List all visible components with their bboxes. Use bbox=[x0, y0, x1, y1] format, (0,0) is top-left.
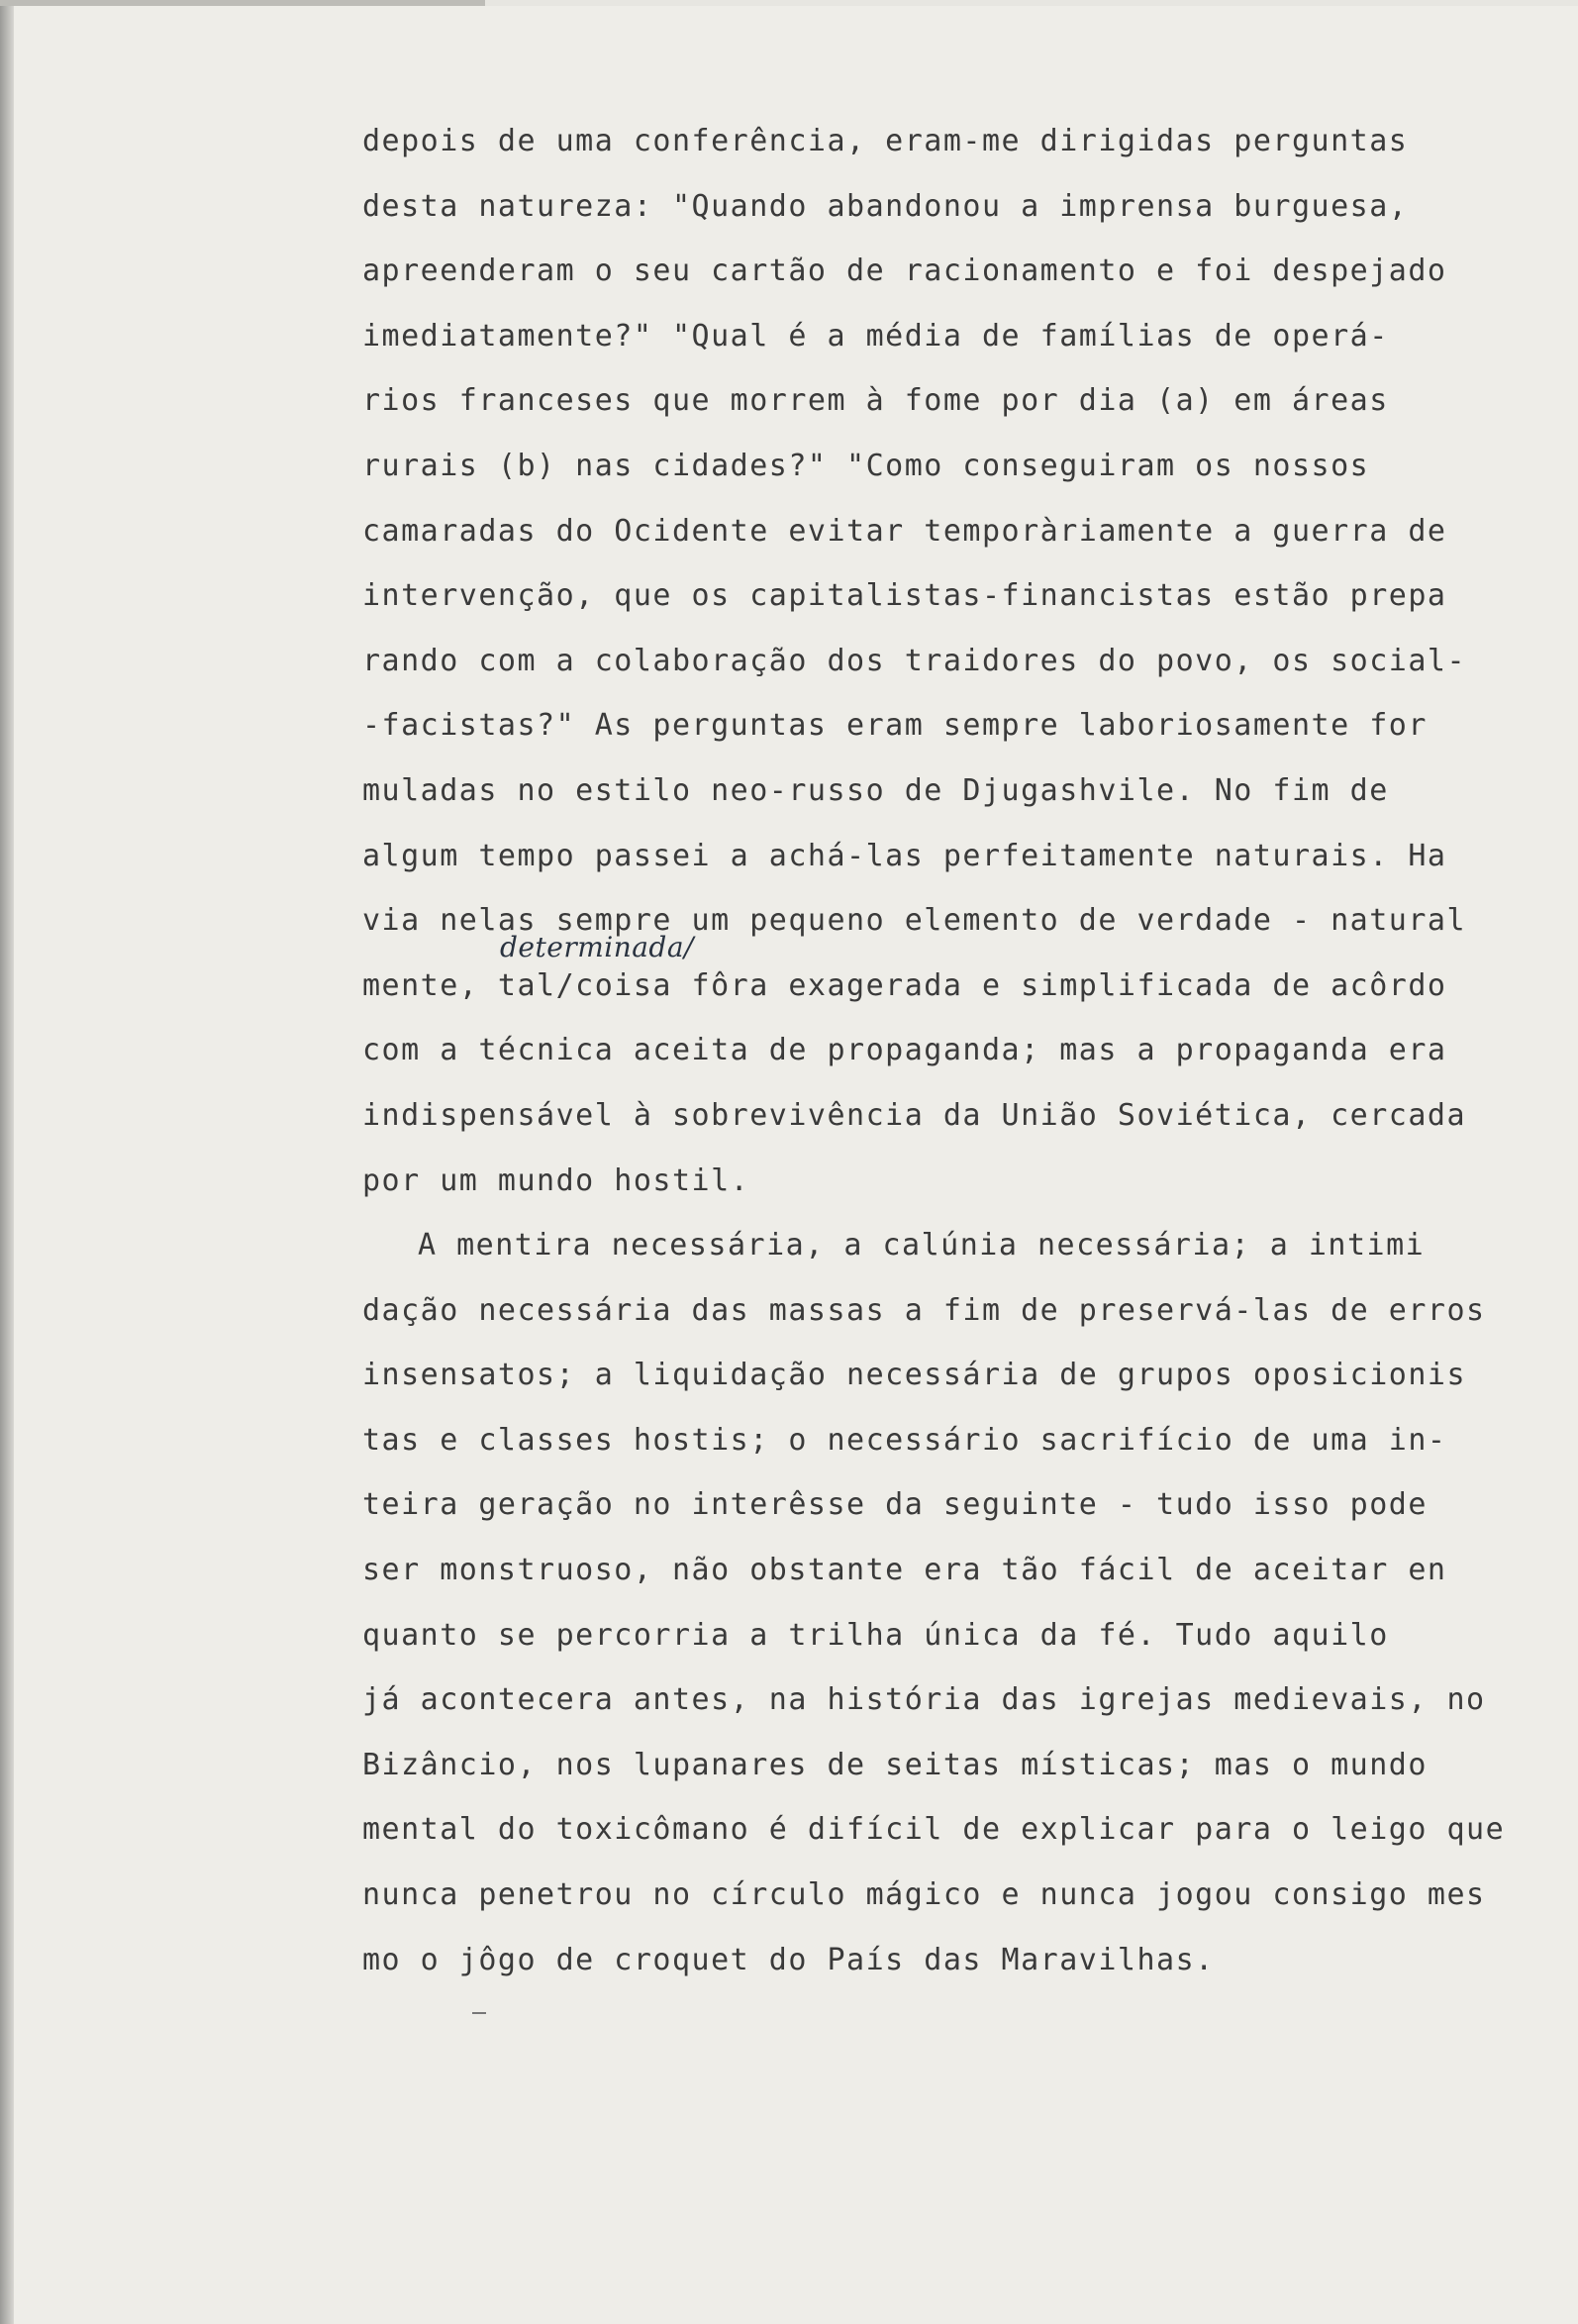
text-line: via nelas sempre um pequeno elemento de verdade - natural bbox=[362, 903, 1467, 939]
text-line: rando com a colaboração dos traidores do povo, os social- bbox=[362, 643, 1467, 678]
text-line: ser monstruoso, não obstante era tão fácil de aceitar en bbox=[362, 1553, 1447, 1588]
text-line: depois de uma conferência, eram-me dirigidas perguntas bbox=[362, 124, 1409, 158]
text-line: rios franceses que morrem à fome por dia (a) em áreas bbox=[362, 383, 1389, 419]
text-line: desta natureza: "Quando abandonou a imprensa burguesa, bbox=[362, 188, 1409, 224]
text-line: camaradas do Ocidente evitar temporàriamente a guerra de bbox=[362, 513, 1447, 549]
paragraph-start-line: A mentira necessária, a calúnia necessária; a intimi bbox=[418, 1228, 1426, 1263]
stray-dash-mark bbox=[472, 2012, 486, 2014]
text-line: rurais (b) nas cidades?" "Como conseguiram os nossos bbox=[362, 448, 1370, 483]
text-line: mental do toxicômano é difícil de explicar para o leigo que bbox=[362, 1812, 1506, 1848]
text-line: apreenderam o seu cartão de racionamento e foi despejado bbox=[362, 253, 1447, 289]
text-line: por um mundo hostil. bbox=[362, 1162, 750, 1198]
text-line: mente, tal/coisa fôra exagerada e simplificada de acôrdo bbox=[362, 967, 1447, 1003]
scan-left-edge bbox=[0, 0, 14, 2324]
text-line: dação necessária das massas a fim de preservá-las de erros bbox=[362, 1292, 1486, 1328]
text-line: com a técnica aceita de propaganda; mas a propaganda era bbox=[362, 1033, 1447, 1068]
text-line: imediatamente?" "Qual é a média de famílias de operá- bbox=[362, 318, 1389, 354]
text-line: indispensável à sobrevivência da União Soviética, cercada bbox=[362, 1097, 1467, 1133]
text-line: mo o jôgo de croquet do País das Maravilhas. bbox=[362, 1942, 1215, 1977]
text-line: nunca penetrou no círculo mágico e nunca jogou consigo mes bbox=[362, 1877, 1486, 1913]
typewritten-text bbox=[362, 109, 1506, 1992]
text-line: muladas no estilo neo-russo de Djugashvile. No fim de bbox=[362, 772, 1389, 808]
text-line: tas e classes hostis; o necessário sacrifício de uma in- bbox=[362, 1422, 1447, 1458]
text-line: já acontecera antes, na história das igrejas medievais, no bbox=[362, 1682, 1486, 1718]
text-line: quanto se percorria a trilha única da fé. Tudo aquilo bbox=[362, 1617, 1389, 1653]
text-line: intervenção, que os capitalistas-financistas estão prepa bbox=[362, 578, 1447, 614]
text-line: algum tempo passei a achá-las perfeitamente naturais. Ha bbox=[362, 838, 1447, 873]
text-line: insensatos; a liquidação necessária de grupos oposicionis bbox=[362, 1358, 1467, 1393]
handwritten-annotation: determinada/ bbox=[500, 931, 694, 963]
text-line: Bizâncio, nos lupanares de seitas místicas; mas o mundo bbox=[362, 1747, 1428, 1782]
text-line: -facistas?" As perguntas eram sempre laboriosamente for bbox=[362, 708, 1428, 744]
text-line: teira geração no interêsse da seguinte - tudo isso pode bbox=[362, 1487, 1428, 1523]
